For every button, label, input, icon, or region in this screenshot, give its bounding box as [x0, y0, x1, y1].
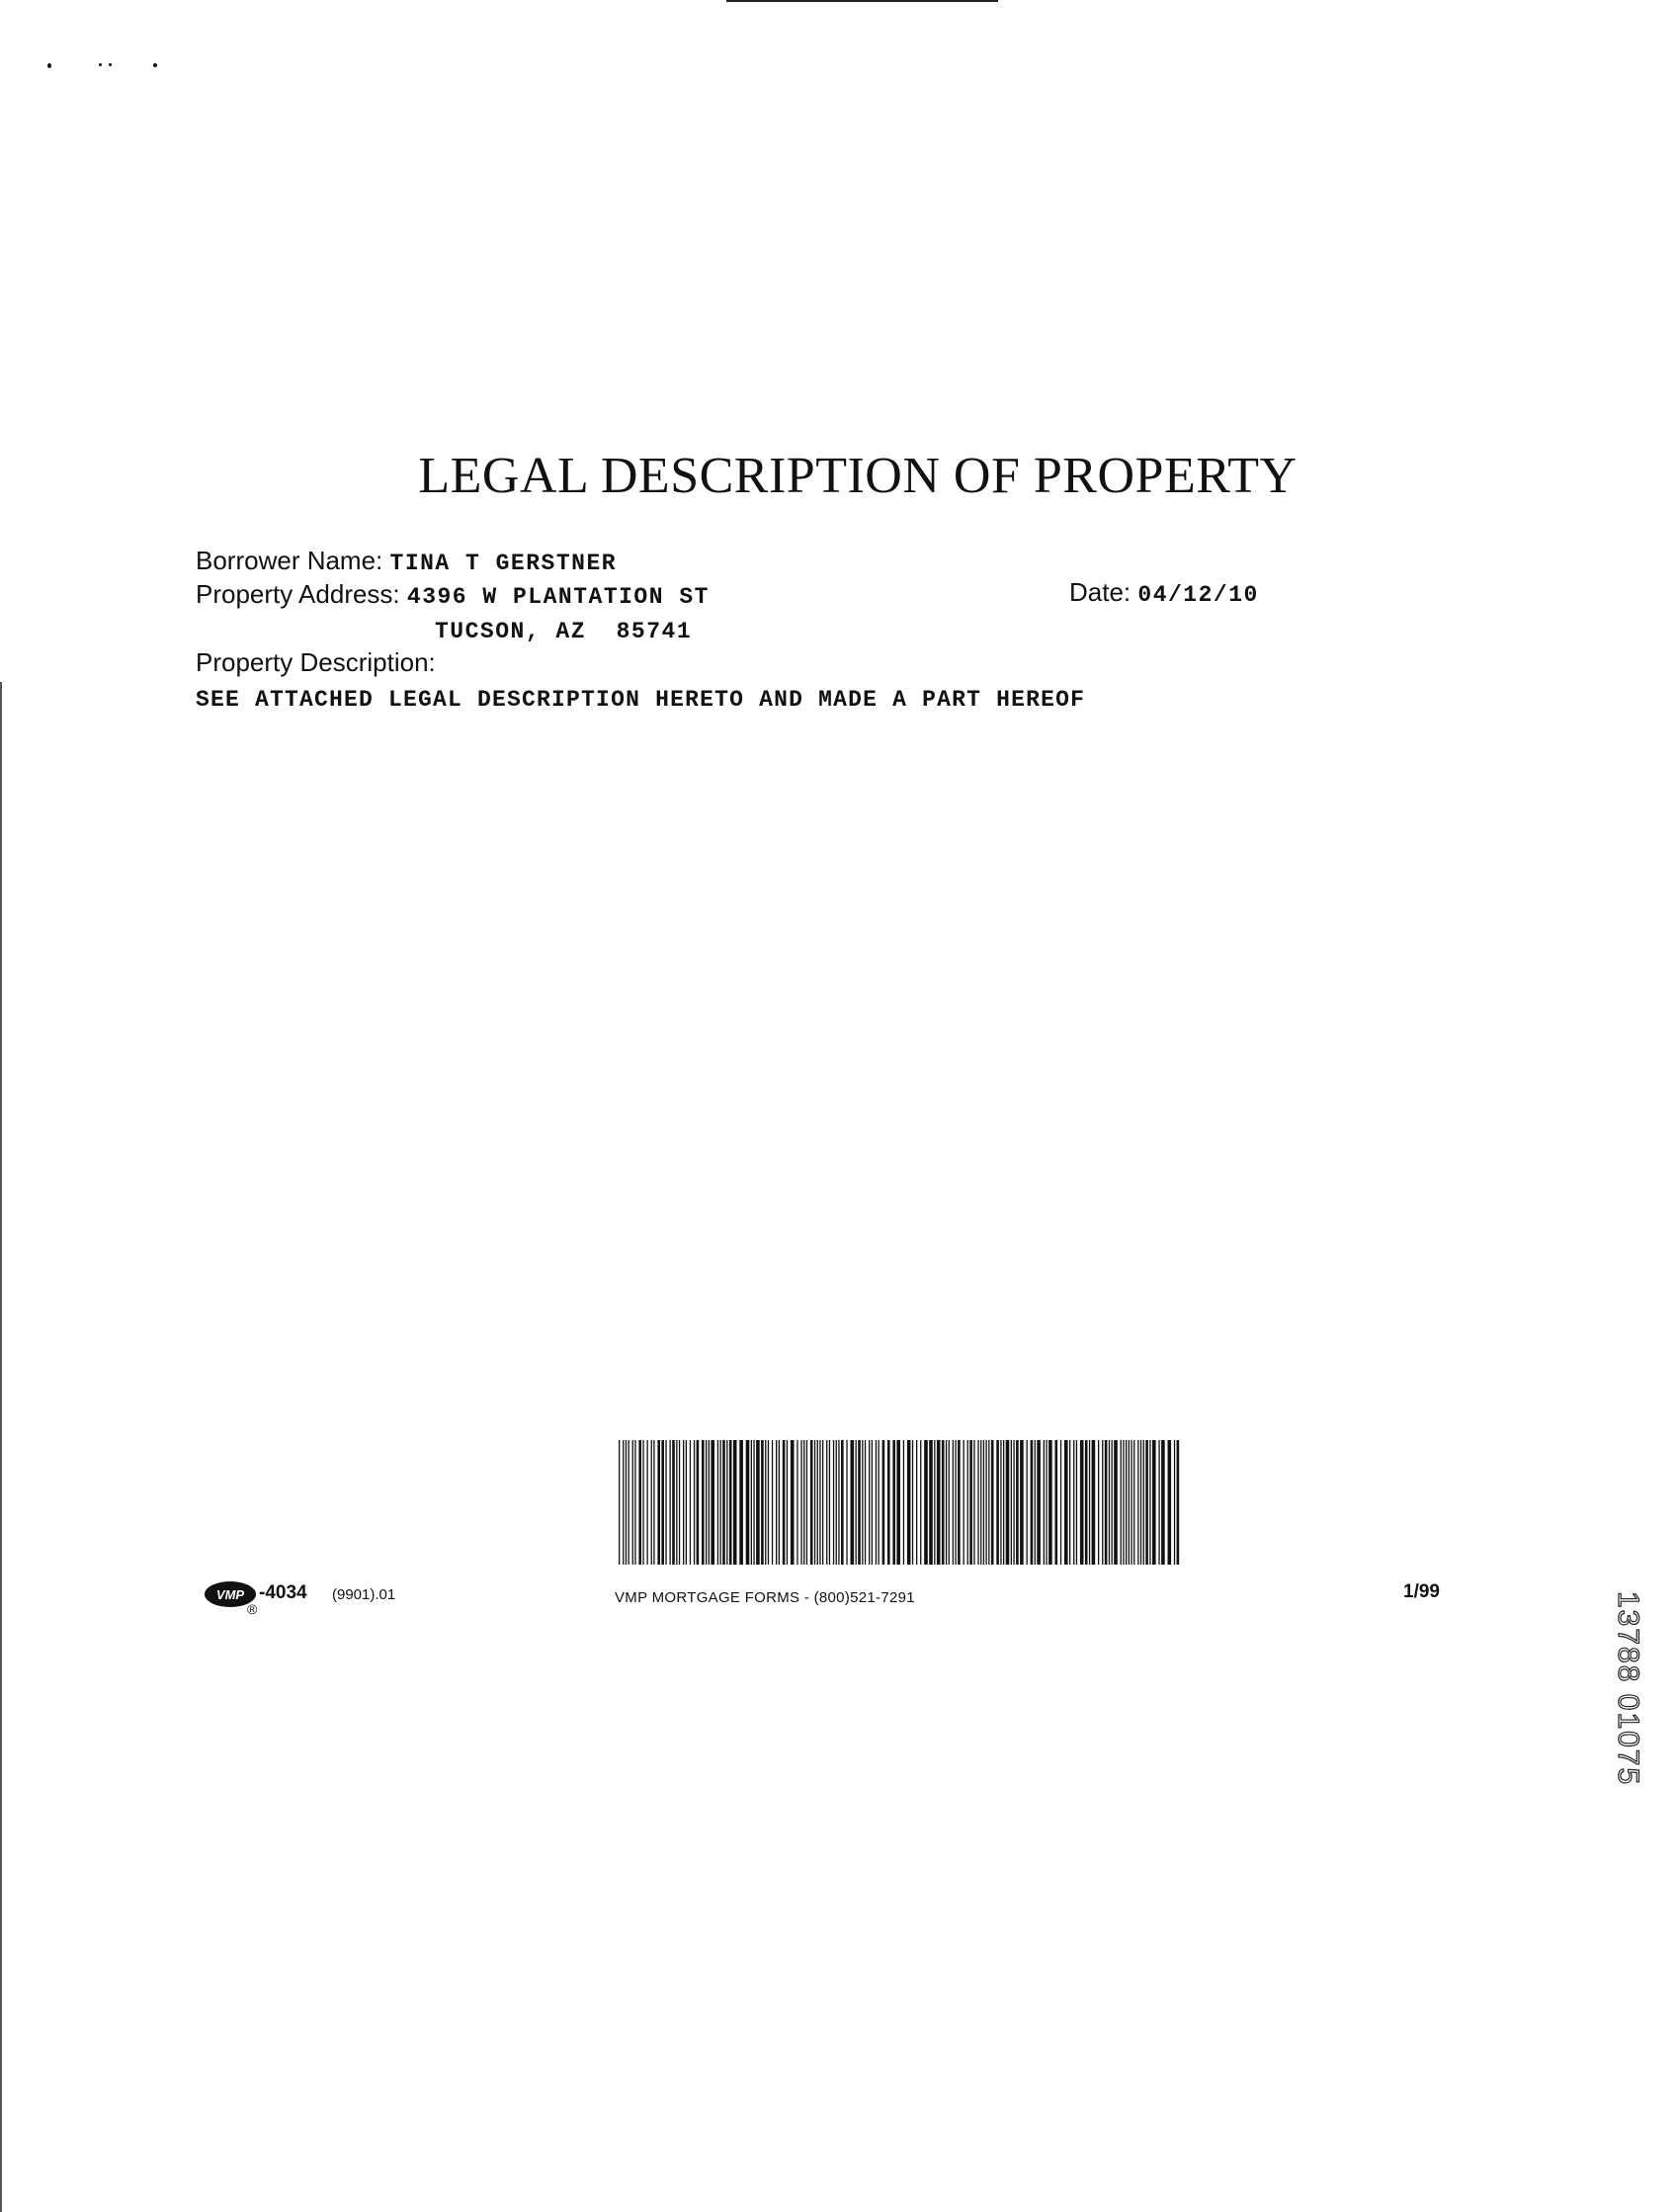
barcode-bar	[626, 1440, 627, 1565]
property-description-label-row	[196, 647, 436, 678]
barcode-bar	[796, 1440, 797, 1565]
barcode-bar	[814, 1440, 815, 1565]
barcode-bar	[1076, 1440, 1077, 1565]
barcode-bar	[783, 1440, 786, 1565]
barcode-bar	[838, 1440, 839, 1565]
barcode-bar	[1020, 1440, 1024, 1565]
barcode-bar	[726, 1440, 727, 1565]
barcode-bar	[819, 1440, 820, 1565]
recording-stamp	[1609, 1589, 1648, 1866]
form-number: -4034	[259, 1582, 307, 1603]
barcode-bar	[679, 1440, 680, 1565]
recording-stamp-text: 13788 01075	[1612, 1591, 1644, 1787]
barcode-bar	[991, 1440, 994, 1565]
barcode-bar	[702, 1440, 705, 1565]
barcode-bar	[1064, 1440, 1068, 1565]
barcode-bar	[969, 1440, 972, 1565]
barcode-bar	[869, 1440, 870, 1565]
barcode-bar	[826, 1440, 827, 1565]
barcode-bar	[973, 1440, 974, 1565]
barcode-bar	[634, 1440, 635, 1565]
barcode-bar	[996, 1440, 999, 1565]
barcode-bar	[776, 1440, 777, 1565]
barcode-bar	[846, 1440, 847, 1565]
barcode-bar	[1140, 1440, 1141, 1565]
scan-speck	[109, 63, 112, 66]
barcode-bar	[1161, 1440, 1165, 1565]
property-address-line2-row	[435, 614, 692, 644]
barcode-bar	[1085, 1440, 1088, 1565]
borrower-label: Borrower Name:	[196, 546, 383, 575]
barcode-bar	[1060, 1440, 1061, 1565]
barcode-bar	[822, 1440, 823, 1565]
date-label: Date:	[1069, 577, 1131, 607]
barcode-bar	[670, 1440, 671, 1565]
barcode-bar	[1046, 1440, 1047, 1565]
barcode-bar	[1073, 1440, 1074, 1565]
barcode-bar	[833, 1440, 834, 1565]
page-marker: 1/99	[1403, 1581, 1440, 1602]
barcode-bar	[1055, 1440, 1058, 1565]
barcode-bar	[803, 1440, 804, 1565]
barcode-bar	[887, 1440, 890, 1565]
barcode-bar	[686, 1440, 687, 1565]
barcode-bar	[647, 1440, 648, 1565]
barcode-bar	[751, 1440, 752, 1565]
scan-speck	[47, 63, 51, 68]
barcode-bar	[1102, 1440, 1103, 1565]
barcode-bar	[1027, 1440, 1028, 1565]
barcode-bar	[1174, 1440, 1175, 1565]
date-row	[1069, 577, 1259, 608]
barcode-bar	[817, 1440, 818, 1565]
barcode-bar	[676, 1440, 677, 1565]
property-description-label: Property Description:	[196, 647, 436, 677]
barcode-bar	[920, 1440, 921, 1565]
barcode-bar	[949, 1440, 950, 1565]
scan-top-rule	[726, 0, 998, 2]
barcode-bar	[1152, 1440, 1156, 1565]
barcode-bar	[1013, 1440, 1014, 1565]
barcode-bar	[1121, 1440, 1122, 1565]
barcode-bar	[856, 1440, 857, 1565]
barcode-bar	[632, 1440, 633, 1565]
barcode-bar	[638, 1440, 641, 1565]
barcode-bar	[967, 1440, 968, 1565]
barcode-bar	[829, 1440, 830, 1565]
barcode-bar	[653, 1440, 654, 1565]
barcode-bar	[1016, 1440, 1019, 1565]
form-revision: (9901).01	[332, 1586, 396, 1603]
barcode-bar	[958, 1440, 961, 1565]
barcode-bar	[651, 1440, 652, 1565]
barcode-bar	[924, 1440, 928, 1565]
property-address-line1: 4396 W PLANTATION ST	[406, 584, 710, 610]
barcode-bar	[896, 1440, 900, 1565]
borrower-value: TINA T GERSTNER	[389, 551, 618, 576]
barcode-bar	[1158, 1440, 1159, 1565]
barcode-bar	[1137, 1440, 1138, 1565]
barcode-bar	[683, 1440, 684, 1565]
property-address-row	[196, 579, 710, 610]
barcode-bar	[810, 1440, 813, 1565]
barcode-bar	[1149, 1440, 1150, 1565]
barcode-bar	[1006, 1440, 1010, 1565]
barcode-bar	[876, 1440, 877, 1565]
barcode-bar	[791, 1440, 795, 1565]
barcode-bar	[892, 1440, 895, 1565]
barcode-bar	[1143, 1440, 1144, 1565]
barcode-bar	[657, 1440, 660, 1565]
barcode-bar	[942, 1440, 945, 1565]
barcode-bar	[1092, 1440, 1096, 1565]
barcode-bar	[623, 1440, 624, 1565]
barcode-bar	[953, 1440, 954, 1565]
barcode-bar	[851, 1440, 855, 1565]
barcode-bar	[983, 1440, 984, 1565]
barcode-bar	[836, 1440, 837, 1565]
barcode-bar	[907, 1440, 911, 1565]
registered-mark: ®	[247, 1601, 258, 1617]
barcode-bar	[1126, 1440, 1127, 1565]
property-description-value-row	[196, 682, 1085, 713]
barcode-bar	[729, 1440, 732, 1565]
barcode-bar	[937, 1440, 941, 1565]
barcode-bar	[619, 1440, 620, 1565]
barcode-bar	[862, 1440, 863, 1565]
barcode-bar	[912, 1440, 913, 1565]
scan-left-edge	[0, 682, 2, 2212]
barcode-bar	[761, 1440, 764, 1565]
barcode-bar	[628, 1440, 629, 1565]
barcode-bar	[661, 1440, 664, 1565]
barcode-bar	[709, 1440, 710, 1565]
barcode-bar	[779, 1440, 780, 1565]
barcode-bar	[946, 1440, 947, 1565]
barcode-bar	[1037, 1440, 1041, 1565]
barcode-bar	[756, 1440, 760, 1565]
barcode-bar	[1133, 1440, 1134, 1565]
barcode-bar	[1048, 1440, 1052, 1565]
barcode-bar	[746, 1440, 750, 1565]
barcode-bar	[806, 1440, 807, 1565]
barcode-bar	[717, 1440, 718, 1565]
barcode-bar	[1112, 1440, 1113, 1565]
barcode-bar	[787, 1440, 788, 1565]
property-description-value: SEE ATTACHED LEGAL DESCRIPTION HERETO AND MADE A PART HEREOF	[196, 687, 1086, 713]
barcode-bar	[772, 1440, 773, 1565]
barcode-bar	[1031, 1440, 1034, 1565]
barcode-bar	[858, 1440, 861, 1565]
barcode-bar	[697, 1440, 700, 1565]
scan-speck	[153, 63, 157, 67]
barcode-bar	[980, 1440, 981, 1565]
barcode-bar	[1105, 1440, 1108, 1565]
barcode-bar	[903, 1440, 904, 1565]
barcode-bar	[1080, 1440, 1084, 1565]
barcode-bar	[1168, 1440, 1172, 1565]
barcode-bar	[934, 1440, 935, 1565]
barcode-bar	[1000, 1440, 1001, 1565]
barcode-bar	[977, 1440, 978, 1565]
barcode-bar	[711, 1440, 714, 1565]
barcode-bar	[1044, 1440, 1045, 1565]
scan-speck	[99, 63, 102, 66]
barcode-bar	[768, 1440, 769, 1565]
property-address-label: Property Address:	[196, 579, 400, 609]
borrower-row	[196, 546, 617, 576]
barcode-bar	[1177, 1440, 1180, 1565]
barcode-bar	[841, 1440, 844, 1565]
barcode-bar	[1089, 1440, 1090, 1565]
page-title: LEGAL DESCRIPTION OF PROPERTY	[418, 448, 1298, 504]
barcode-bar	[872, 1440, 873, 1565]
barcode-bar	[706, 1440, 707, 1565]
barcode-bar	[1123, 1440, 1124, 1565]
barcode-bar	[694, 1440, 695, 1565]
barcode-bar	[955, 1440, 956, 1565]
barcode-bar	[1069, 1440, 1070, 1565]
barcode-bar	[665, 1440, 666, 1565]
barcode-bar	[929, 1440, 933, 1565]
barcode-bar	[986, 1440, 987, 1565]
barcode-bar	[1003, 1440, 1004, 1565]
barcode-bar	[1114, 1440, 1118, 1565]
barcode-bar	[690, 1440, 691, 1565]
barcode-bar	[1011, 1440, 1012, 1565]
barcode-bar	[720, 1440, 721, 1565]
barcode-bar	[865, 1440, 866, 1565]
barcode	[617, 1440, 1184, 1565]
barcode-bar	[882, 1440, 885, 1565]
vmp-logo-text: VMP	[215, 1587, 245, 1602]
barcode-bar	[1098, 1440, 1099, 1565]
date-value: 04/12/10	[1137, 582, 1259, 608]
barcode-bar	[642, 1440, 643, 1565]
barcode-bar	[722, 1440, 725, 1565]
barcode-bar	[916, 1440, 917, 1565]
barcode-bar	[800, 1440, 801, 1565]
barcode-bar	[739, 1440, 743, 1565]
barcode-bar	[733, 1440, 737, 1565]
barcode-bar	[1109, 1440, 1110, 1565]
publisher-text: VMP MORTGAGE FORMS - (800)521-7291	[615, 1589, 915, 1606]
barcode-bar	[1035, 1440, 1036, 1565]
barcode-bar	[1145, 1440, 1148, 1565]
property-address-line2: TUCSON, AZ 85741	[435, 619, 693, 644]
barcode-bar	[879, 1440, 880, 1565]
barcode-bar	[672, 1440, 675, 1565]
barcode-bar	[1129, 1440, 1130, 1565]
barcode-bar	[765, 1440, 766, 1565]
barcode-bar	[753, 1440, 754, 1565]
barcode-bar	[988, 1440, 989, 1565]
